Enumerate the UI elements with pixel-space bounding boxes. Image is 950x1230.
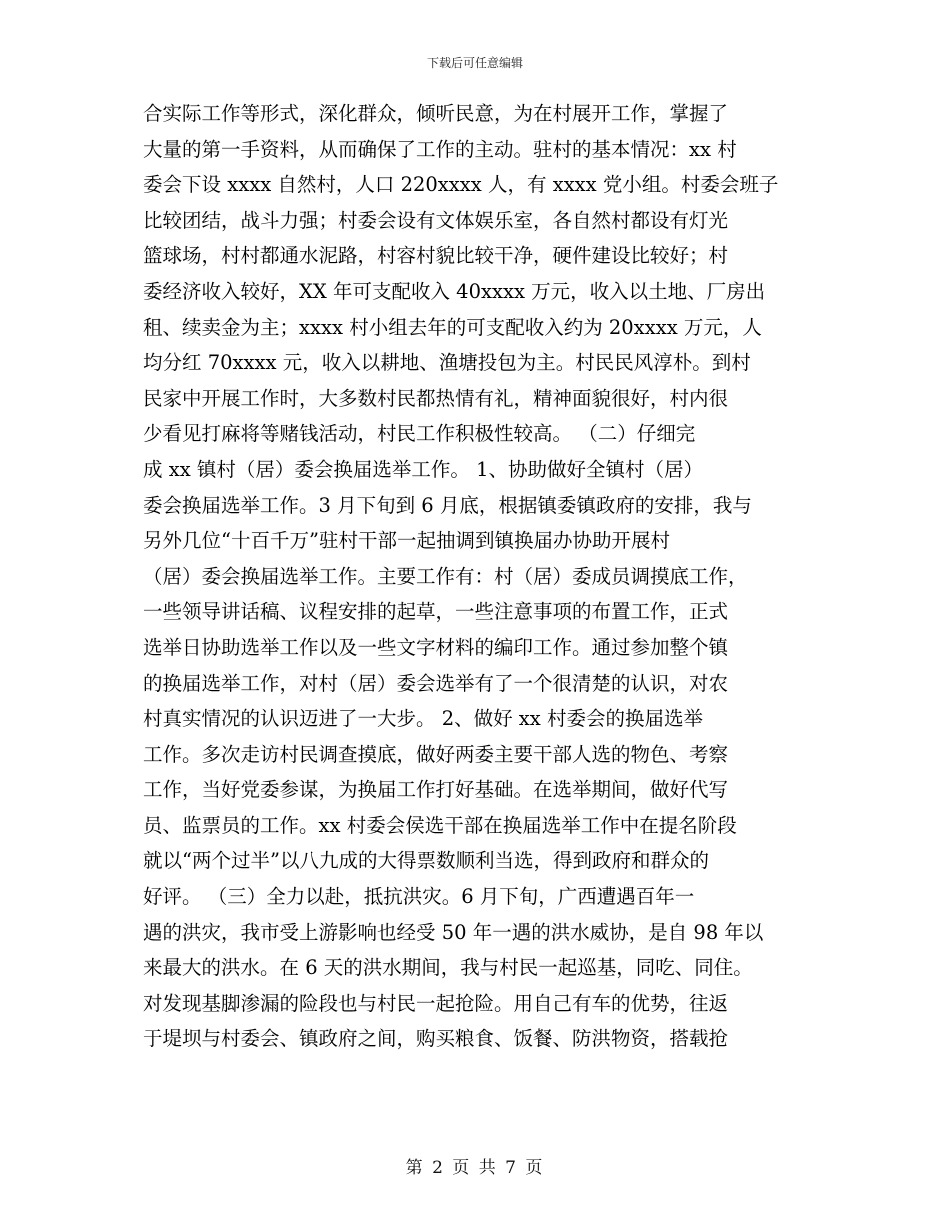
- text-line: 好评。 （三）全力以赴，抵抗洪灾。6 月下旬，广西遭遇百年一: [143, 885, 695, 909]
- text-line: 委会下设 xxxx 自然村，人口 220xxxx 人，有 xxxx 党小组。村委会班子: [143, 173, 779, 197]
- text-line: 员、监票员的工作。xx 村委会侯选干部在换届选举工作中在提名阶段: [143, 813, 737, 837]
- text-line: 村真实情况的认识迈进了一大步。 2、做好 xx 村委会的换届选举: [143, 707, 703, 731]
- text-line: 均分红 70xxxx 元，收入以耕地、渔塘投包为主。村民民风淳朴。到村: [143, 351, 751, 375]
- text-line: 另外几位“十百千万”驻村干部一起抽调到镇换届办协助开展村: [143, 529, 670, 553]
- text-line: 篮球场，村村都通水泥路，村容村貌比较干净，硬件建设比较好；村: [143, 244, 729, 268]
- text-line: 大量的第一手资料，从而确保了工作的主动。驻村的基本情况：xx 村: [143, 137, 737, 161]
- text-line: 少看见打麻将等赌钱活动，村民工作积极性较高。 （二）仔细完: [143, 422, 696, 446]
- text-line: 民家中开展工作时，大多数村民都热情有礼，精神面貌很好，村内很: [143, 386, 729, 410]
- text-line: 来最大的洪水。在 6 天的洪水期间，我与村民一起巡基，同吃、同住。: [143, 956, 753, 980]
- page-header: 下载后可任意编辑: [426, 56, 523, 70]
- text-line: 选举日协助选举工作以及一些文字材料的编印工作。通过参加整个镇: [143, 635, 729, 659]
- text-line: 遇的洪灾，我市受上游影响也经受 50 年一遇的洪水威协，是自 98 年以: [143, 920, 764, 944]
- text-line: 就以“两个过半”以八九成的大得票数顺利当选，得到政府和群众的: [143, 849, 709, 873]
- text-line: 一些领导讲话稿、议程安排的起草，一些注意事项的布置工作，正式: [143, 600, 729, 624]
- text-line: 对发现基脚渗漏的险段也与村民一起抢险。用自己有车的优势，往返: [143, 991, 729, 1015]
- text-line: 成 xx 镇村（居）委会换届选举工作。 1、协助做好全镇村（居）: [143, 457, 703, 481]
- text-line: 的换届选举工作，对村（居）委会选举有了一个很清楚的认识，对农: [143, 671, 729, 695]
- text-line: 合实际工作等形式，深化群众，倾听民意，为在村展开工作，掌握了: [143, 102, 729, 125]
- body-text: [143, 96, 807, 1057]
- text-line: 工作。多次走访村民调查摸底，做好两委主要干部人选的物色、考察: [143, 742, 729, 766]
- text-line: 租、续卖金为主；xxxx 村小组去年的可支配收入约为 20xxxx 万元，人: [143, 315, 762, 339]
- text-line: 工作，当好党委参谋，为换届工作打好基础。在选举期间，做好代写: [143, 778, 729, 802]
- text-line: 委会换届选举工作。3 月下旬到 6 月底，根据镇委镇政府的安排，我与: [143, 493, 752, 517]
- text-line: 于堤坝与村委会、镇政府之间，购买粮食、饭餐、防洪物资，搭载抢: [143, 1027, 729, 1051]
- text-line: 委经济收入较好，XX 年可支配收入 40xxxx 万元，收入以土地、厂房出: [143, 279, 766, 303]
- text-line: （居）委会换届选举工作。主要工作有：村（居）委成员调摸底工作，: [143, 564, 748, 588]
- text-line: 比较团结，战斗力强；村委会设有文体娱乐室，各自然村都设有灯光: [143, 208, 729, 232]
- page-footer: 第 2 页 共 7 页: [405, 1158, 545, 1178]
